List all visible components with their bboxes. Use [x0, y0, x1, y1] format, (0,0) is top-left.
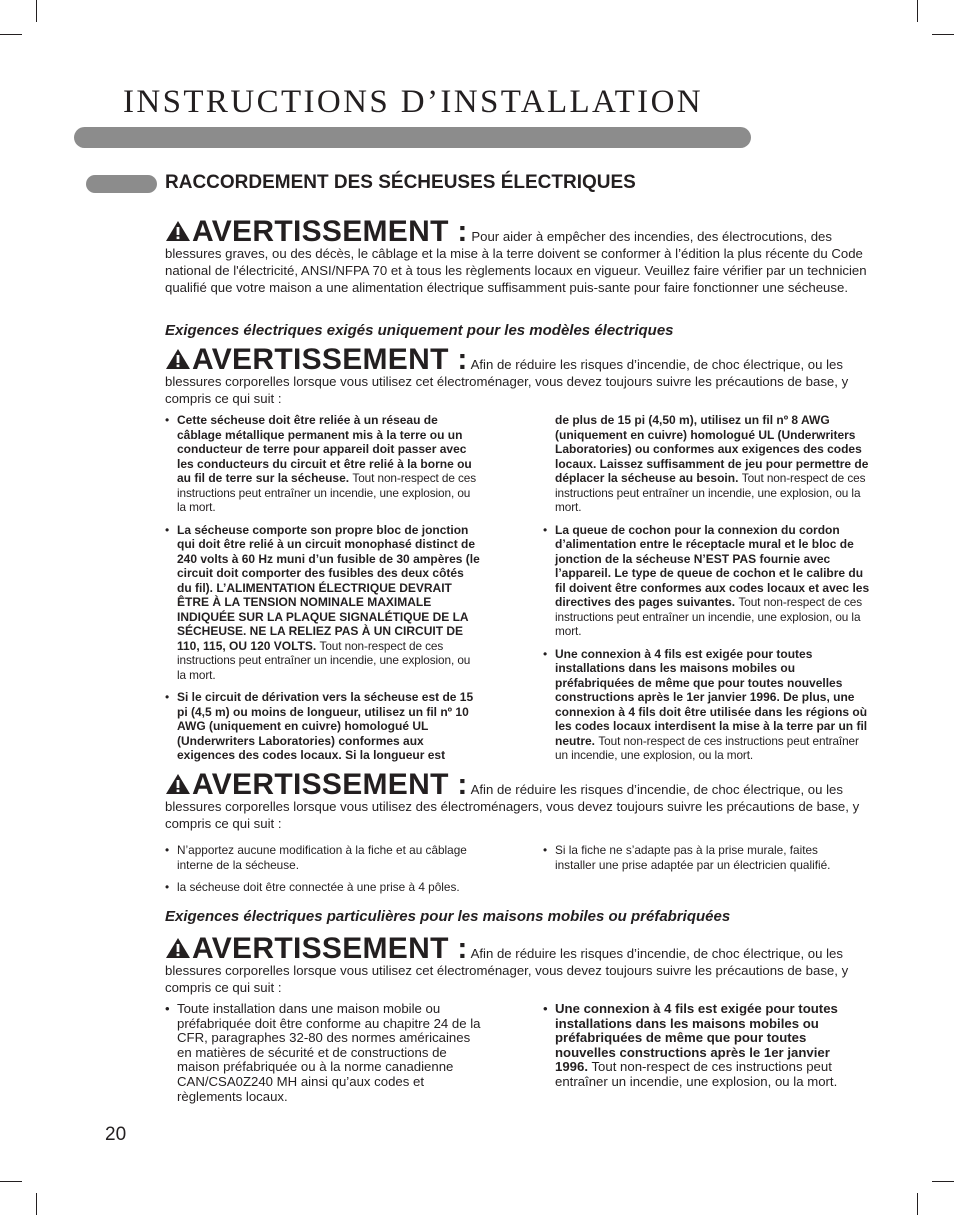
- block4-left-column: [165, 1002, 485, 1112]
- list-item: • La queue de cochon pour la connexion du cordon d’alimentation entre le réceptacle mural et le bloc de jonction de la sécheuse N’EST PAS fournie avec l’appareil. Le type de queue de cochon et le calibre du fil doivent être conformes aux codes locaux et avec les directives des pages suivantes. Tout non-respect de ces instructions peut entraîner un incendie, une explosion, ou la mort.: [543, 522, 870, 638]
- warning-label: AVERTISSEMENT :: [192, 215, 468, 248]
- warning-triangle-icon: [165, 348, 191, 370]
- warning-label: AVERTISSEMENT :: [192, 932, 468, 965]
- warning-triangle-icon: [165, 773, 191, 795]
- list-item: • Toute installation dans une maison mobile ou préfabriquée doit être conforme au chapitre 24 de la CFR, paragraphes 32-80 des normes américaines en matières de sécurité et de constructions de maison préfabriquée ou à la norme canadienne CAN/CSA0Z240 MH ainsi qu’aux codes et règlements locaux.: [165, 1001, 481, 1104]
- section-title: RACCORDEMENT DES SÉCHEUSES ÉLECTRIQUES: [165, 172, 636, 193]
- page-title: INSTRUCTIONS D’INSTALLATION: [123, 84, 704, 120]
- warning-text: Afin de réduire les risques d’incendie, de choc électrique, ou les blessures corporelles lorsque vous utilisez cet électroménager, vous devez toujours suivre les précautions de base, y compris ce qui suit :: [165, 357, 849, 406]
- block2-right-column: [543, 413, 873, 771]
- warning-1: [165, 215, 875, 296]
- list-item: • Si le circuit de dérivation vers la sécheuse est de 15 pi (4,5 m) ou moins de longueur, utilisez un fil nº 10 AWG (uniquement en cuivre) homologué UL (Underwriters Laboratories) conformes aux exigences des codes locaux. Si la longueur est: [165, 690, 474, 762]
- subheading-electrical: Exigences électriques exigés uniquement pour les modèles électriques: [165, 322, 674, 339]
- crop-mark: [932, 1181, 954, 1182]
- block2-left-column: [165, 413, 480, 771]
- warning-triangle-icon: [165, 220, 191, 242]
- list-item-continued: de plus de 15 pi (4,50 m), utilisez un fil nº 8 AWG (uniquement en cuivre) homologué UL (Underwriters Laboratories) ou conformes aux exigences des codes locaux. Laissez suffisamment de jeu pour permettre de déplacer la sécheuse au besoin. Tout non-respect de ces instructions peut entraîner un incendie, une explosion, ou la mort.: [555, 413, 869, 514]
- warning-label: AVERTISSEMENT :: [192, 343, 468, 376]
- warning-4: [165, 932, 875, 996]
- crop-mark: [0, 1181, 22, 1182]
- warning-2: [165, 343, 875, 407]
- crop-mark: [917, 0, 918, 22]
- list-item: • N’apportez aucune modification à la fiche et au câblage interne de la sécheuse.: [165, 843, 467, 872]
- list-item: • Une connexion à 4 fils est exigée pour toutes installations dans les maisons mobiles ou préfabriquées de même que pour toutes nouvelles constructions après le 1er janvier 1996. De plus, une connexion à 4 fils doit être utilisée dans les régions où les codes locaux interdisent la mise à la terre par un fil neutre. Tout non-respect de ces instructions peut entraîner un incendie, une explosion, ou la mort.: [543, 646, 868, 762]
- warning-text: Pour aider à empêcher des incendies, des électrocutions, des blessures graves, ou des décès, le câblage et la mise à la terre doivent se conformer à l’édition la plus récente du Code national de l'électricité, ANSI/NFPA 70 et à tous les règlements locaux en vigueur. Veuillez faire vérifier par un technicien qualifié que votre maison a une alimentation électrique suffisamment puis-sante pour faire fonctionner une sécheuse.: [165, 229, 867, 295]
- block3-left-column: [165, 843, 495, 903]
- section-pill: [86, 175, 157, 193]
- block3-right-column: [543, 843, 858, 880]
- page-number: 20: [105, 1124, 127, 1145]
- list-item: • La sécheuse comporte son propre bloc de jonction qui doit être relié à un circuit monophasé distinct de 240 volts à 60 Hz muni d’un fusible de 30 ampères (le circuit doit comporter des fusibles des deux côtés du fil). L’ALIMENTATION ÉLECTRIQUE DEVRAIT ÊTRE À LA TENSION NOMINALE MAXIMALE INDIQUÉE SUR LA PLAQUE SIGNALÉTIQUE DE LA SÉCHEUSE. NE LA RELIEZ PAS À UN CIRCUIT DE 110, 115, OU 120 VOLTS. Tout non-respect de ces instructions peut entraîner un incendie, une explosion, ou la mort.: [165, 522, 480, 682]
- warning-3: [165, 768, 875, 832]
- title-bar: [74, 127, 751, 148]
- subheading-mobile-homes: Exigences électriques particulières pour les maisons mobiles ou préfabriquées: [165, 908, 731, 925]
- list-item: • la sécheuse doit être connectée à une prise à 4 pôles.: [165, 880, 460, 894]
- warning-text: Afin de réduire les risques d’incendie, de choc électrique, ou les blessures corporelles lorsque vous utilisez des électroménagers, vous devez toujours suivre les précautions de base, y compris ce qui suit :: [165, 782, 860, 831]
- warning-label: AVERTISSEMENT :: [192, 768, 468, 801]
- block4-right-column: [543, 1002, 848, 1098]
- warning-text: Afin de réduire les risques d’incendie, de choc électrique, ou les blessures corporelles lorsque vous utilisez cet électroménager, vous devez toujours suivre les précautions de base, y compris ce qui suit :: [165, 946, 849, 995]
- crop-mark: [0, 34, 22, 35]
- list-item: • Cette sécheuse doit être reliée à un réseau de câblage métallique permanent mis à la terre ou un conducteur de terre pour appareil doit passer avec les conducteurs du circuit et être relié à la borne ou au fil de terre sur la sécheuse. Tout non-respect de ces instructions peut entraîner un incendie, une explosion, ou la mort.: [165, 413, 477, 514]
- crop-mark: [36, 0, 37, 22]
- warning-triangle-icon: [165, 937, 191, 959]
- list-item: • Une connexion à 4 fils est exigée pour toutes installations dans les maisons mobiles ou préfabriquées de même que pour toutes nouvelles constructions après le 1er janvier 1996. Tout non-respect de ces instructions peut entraîner un incendie, une explosion, ou la mort.: [543, 1001, 838, 1089]
- crop-mark: [36, 1193, 37, 1215]
- crop-mark: [932, 34, 954, 35]
- list-item: • Si la fiche ne s’adapte pas à la prise murale, faites installer une prise adaptée par un électricien qualifié.: [543, 843, 831, 872]
- crop-mark: [917, 1193, 918, 1215]
